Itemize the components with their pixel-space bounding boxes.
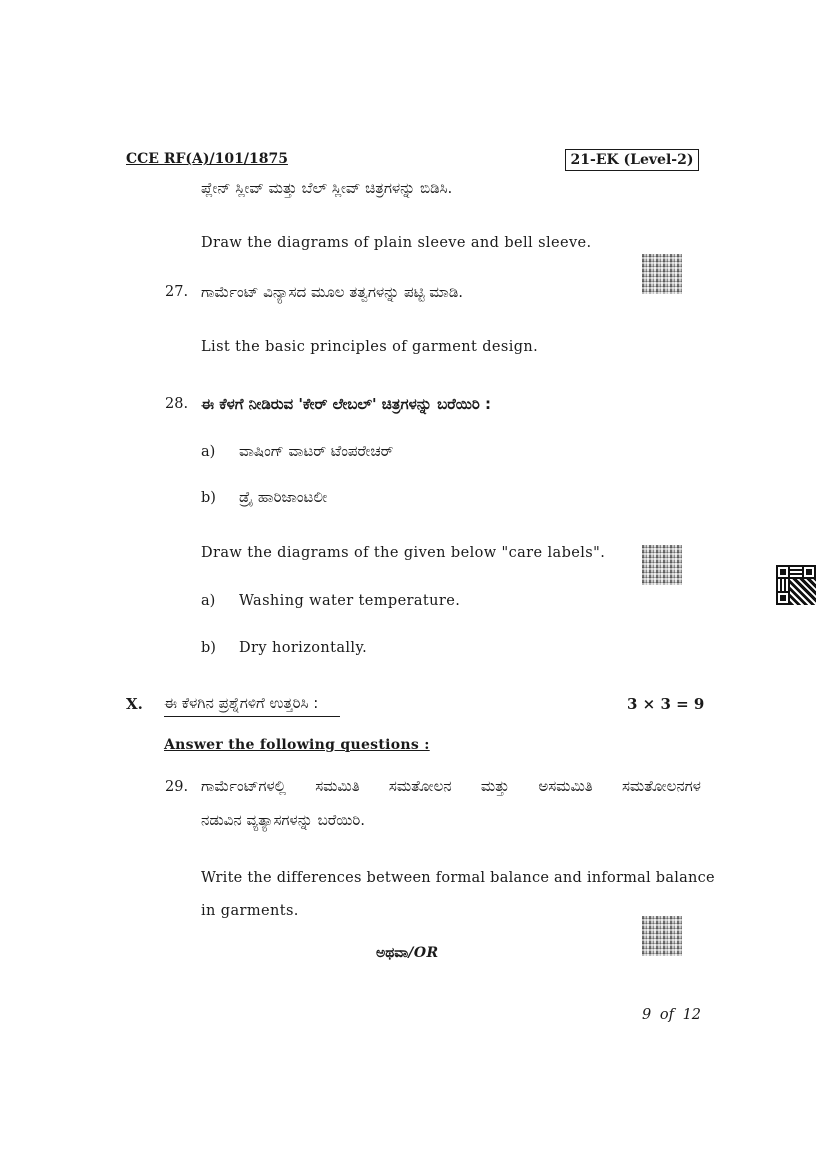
page-number — [642, 1007, 701, 1023]
q27-kannada: ಗಾರ್ಮೆಂಟ್ ವಿನ್ಯಾಸದ ಮೂಲ ತತ್ವಗಳನ್ನು ಪಟ್ಟಿ ಮಾಡಿ. — [201, 283, 464, 301]
qr-code-q29 — [642, 916, 682, 956]
q27-number: 27. — [165, 284, 189, 300]
q29-kn-word: ಮತ್ತು — [480, 777, 510, 795]
q29-english-line1: Write the differences between formal balance and informal balance — [201, 870, 715, 886]
page-total: 12 — [682, 1007, 702, 1023]
q29-kn-word: ಸಮತೋಲನಗಳ — [621, 777, 701, 795]
q29-english-line2: in garments. — [201, 903, 299, 919]
q29-number: 29. — [165, 779, 189, 795]
qr-code-q28 — [642, 545, 682, 585]
q28-kn-b: ಡ್ರೈ ಹಾರಿಜಾಂಟಲೀ — [239, 488, 328, 506]
section-marks: 3 × 3 = 9 — [627, 695, 705, 713]
q26-english: Draw the diagrams of plain sleeve and bell sleeve. — [201, 235, 592, 251]
q28-kn-a-label: a) — [201, 444, 216, 460]
q28-en-b: Dry horizontally. — [239, 640, 368, 656]
page-of: of — [659, 1007, 674, 1023]
q26-kannada: ಪ್ಲೇನ್ ಸ್ಲೀವ್ ಮತ್ತು ಬೆಲ್ ಸ್ಲೀವ್ ಚಿತ್ರಗಳನ್ನು ಬಿಡಿಸಿ. — [201, 179, 453, 197]
side-qr-code — [776, 565, 816, 605]
or-english: /OR — [408, 945, 439, 961]
section-kannada-heading: ಈ ಕೆಳಗಿನ ಪ್ರಶ್ನೆಗಳಿಗೆ ಉತ್ತರಿಸಿ : — [164, 694, 340, 717]
section-english-heading: Answer the following questions : — [164, 737, 430, 753]
q28-kn-b-label: b) — [201, 490, 216, 506]
q29-kn-word: ಗಾರ್ಮೆಂಟ್‌ಗಳಲ್ಲಿ — [201, 777, 286, 795]
section-label: X. — [126, 695, 143, 713]
q28-kn-a: ವಾಷಿಂಗ್ ವಾಟರ್ ಟೆಂಪರೇಚರ್ — [239, 442, 394, 460]
q29-kn-word: ಅಸಮಮಿತಿ — [538, 777, 593, 795]
q29-kn-word: ಸಮಮಿತಿ — [315, 777, 360, 795]
paper-level-box: 21-EK (Level-2) — [565, 149, 699, 171]
q28-number: 28. — [165, 396, 189, 412]
q27-english: List the basic principles of garment design. — [201, 339, 539, 355]
page-current: 9 — [642, 1007, 652, 1023]
or-kannada: ಅಥವಾ — [376, 945, 409, 961]
or-separator — [376, 942, 439, 961]
paper-code: CCE RF(A)/101/1875 — [126, 151, 288, 167]
q28-en-a: Washing water temperature. — [239, 593, 461, 609]
q29-kannada-line1 — [201, 777, 701, 795]
q28-english: Draw the diagrams of the given below "care labels". — [201, 545, 606, 561]
q28-en-b-label: b) — [201, 640, 216, 656]
qr-code-q27 — [642, 254, 682, 294]
q28-kannada: ಈ ಕೆಳಗೆ ನೀಡಿರುವ 'ಕೇರ್ ಲೇಬಲ್' ಚಿತ್ರಗಳನ್ನು ಬರೆಯಿರಿ : — [201, 395, 492, 413]
q29-kannada-line2: ನಡುವಿನ ವ್ಯತ್ಯಾಸಗಳನ್ನು ಬರೆಯಿರಿ. — [201, 811, 366, 829]
q28-en-a-label: a) — [201, 593, 216, 609]
q29-kn-word: ಸಮತೋಲನ — [388, 777, 452, 795]
